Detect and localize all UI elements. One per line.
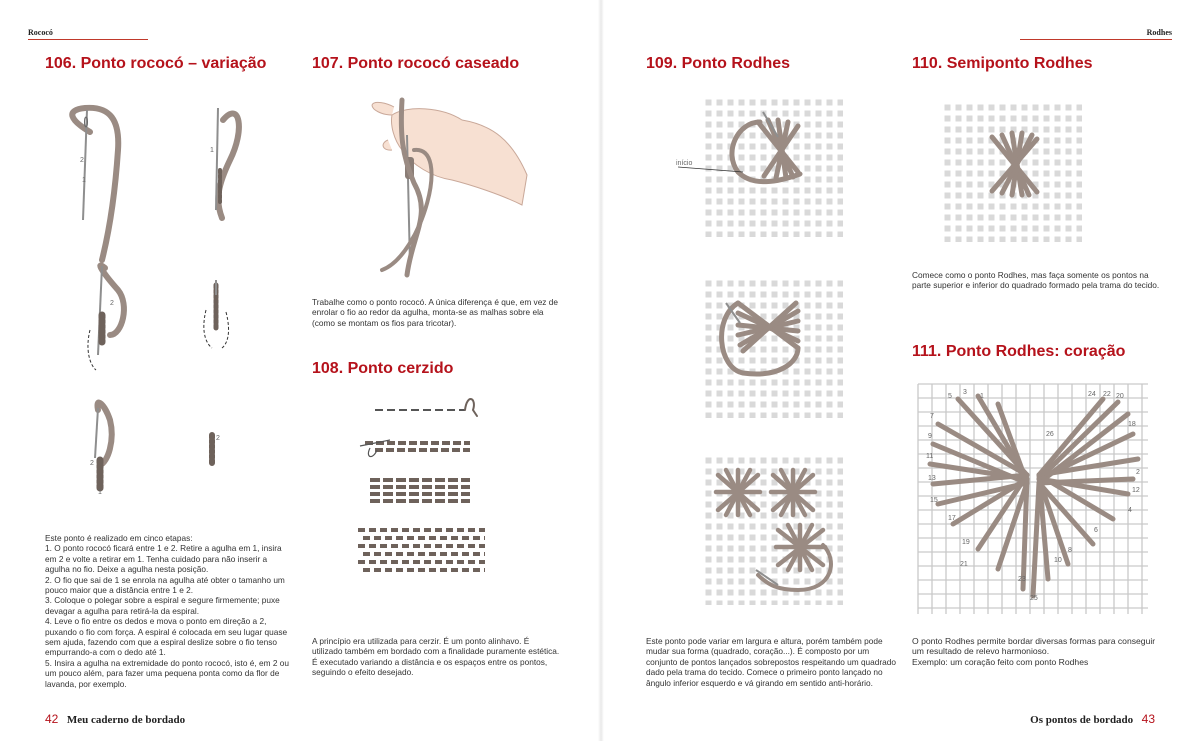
rodhes-cluster-1 — [716, 470, 760, 515]
heart-number-label: 2 — [1136, 469, 1140, 476]
book-title: Meu caderno de bordado — [66, 714, 186, 726]
title-111: 111. Ponto Rodhes: coração — [912, 343, 1126, 360]
text-110: Comece como o ponto Rodhes, mas faça somente os pontos na parte superior e inferior do quadrado formado pela trama do tecido. — [912, 270, 1160, 291]
semi-rodhes-grid — [937, 97, 1087, 247]
running-head-left-rule — [28, 39, 148, 40]
label-2d: 2 — [216, 435, 220, 442]
heart-number-label: 17 — [948, 515, 956, 522]
text-107: Trabalhe como o ponto rococó. A única diferença é que, em vez de enrolar o fio ao redor da agulha, monta-se as malhas sobre ela (como se montam os fios para tricotar). — [312, 297, 558, 328]
darning-row-2 — [360, 440, 470, 457]
text-111-p1: O ponto Rodhes permite bordar diversas formas para conseguir um resultado de relevo harmonioso. — [912, 636, 1156, 657]
title-110: 110. Semiponto Rodhes — [912, 55, 1093, 72]
rodhes-grid-1 — [676, 92, 848, 242]
heart-number-label: 21 — [960, 561, 968, 568]
running-head-right: Rodhes — [1146, 28, 1172, 37]
text-106-p5: 4. Leve o fio entre os dedos e mova o ponto em direção a 2, puxando o fio com força. A espiral é colocada em seu lugar quase sem ajuda, fazendo com que a espiral deslize sobre o fio tenso empurrando-a com o dedo até 1. — [45, 616, 288, 658]
heart-number-label: 15 — [930, 497, 938, 504]
text-108-p1: A princípio era utilizada para cerzir. É um ponto alinhavo. É utilizado também em bordado com a finalidade puramente estética. — [312, 636, 560, 657]
footer-right — [1030, 710, 1155, 728]
label-2: 2 — [80, 157, 84, 164]
rodhes-cluster-2 — [771, 470, 815, 515]
title-108: 108. Ponto cerzido — [312, 360, 454, 377]
heart-number-label: 11 — [926, 453, 934, 460]
heart-number-label: 5 — [948, 393, 952, 400]
title-106: 106. Ponto rococó – variação — [45, 55, 267, 72]
footer-left — [45, 710, 185, 728]
label-1b: 1 — [210, 147, 214, 154]
yarn-step3 — [97, 403, 111, 465]
page-number-right: 43 — [1141, 712, 1155, 726]
text-106-p2: 1. O ponto rococó ficará entre 1 e 2. Retire a agulha em 1, insira em 2 e volte a retirar em 1. Tenha cuidado para não inserir a agulha no fio. Deixe a agulha nesta posição. — [45, 543, 282, 575]
finger-top — [372, 102, 394, 115]
heart-number-label: 13 — [928, 475, 936, 482]
start-label: início — [676, 160, 693, 167]
page-gutter — [598, 0, 604, 741]
page-number-left: 42 — [45, 712, 59, 726]
rodhes-heart-grid — [918, 384, 1148, 614]
heart-number-label: 7 — [930, 413, 934, 420]
heart-number-label: 20 — [1116, 393, 1124, 400]
label-1c: 1 — [98, 489, 102, 496]
hand-needle-illustration — [352, 95, 532, 285]
text-106-p4: 3. Coloque o polegar sobre a espiral e segure firmemente; puxe devagar a agulha para retirá-la da espiral. — [45, 595, 280, 616]
heart-number-label: 12 — [1132, 487, 1140, 494]
text-108-p2: É executado variando a distância e os espaços entre os pontos, seguindo o efeito desejado. — [312, 656, 548, 678]
label-2c: 2 — [90, 460, 94, 467]
heart-number-label: 4 — [1128, 507, 1132, 514]
text-108 — [312, 636, 560, 678]
rodhes-grid-2 — [698, 273, 848, 423]
darning-row-1 — [375, 399, 477, 416]
label-1: 1 — [82, 177, 86, 184]
heart-number-label: 18 — [1128, 421, 1136, 428]
text-111-p2: Exemplo: um coração feito com ponto Rodhes — [912, 656, 1089, 667]
title-109: 109. Ponto Rodhes — [646, 55, 791, 72]
running-head-left: Rococó — [28, 28, 53, 37]
dashed-guide-step2 — [88, 330, 96, 370]
heart-ray — [1033, 483, 1039, 596]
rodhes-grid-3 — [698, 450, 848, 610]
finger-thumb — [383, 140, 392, 150]
heart-number-label: 23 — [1018, 576, 1026, 583]
running-head-right-rule — [1020, 39, 1172, 40]
heart-number-label: 26 — [1046, 431, 1054, 438]
title-107: 107. Ponto rococó caseado — [312, 55, 520, 72]
heart-number-label: 6 — [1094, 527, 1098, 534]
hand-shape — [391, 109, 527, 205]
text-106-p3: 2. O fio que sai de 1 se enrola na agulha até obter o tamanho um pouco maior que a distância entre 1 e 2. — [45, 574, 285, 596]
heart-number-label: 1 — [980, 393, 984, 400]
label-2b: 2 — [110, 300, 114, 307]
text-106 — [45, 533, 290, 689]
yarn-step1 — [72, 108, 118, 260]
text-106-p1: Este ponto é realizado em cinco etapas: — [45, 533, 193, 543]
chapter-title: Os pontos de bordado — [1030, 714, 1134, 726]
darning-row-3 — [370, 480, 470, 501]
text-109: Este ponto pode variar em largura e altura, porém também pode mudar sua forma (quadrado, coração...). É composto por um conjunto de pontos lançados sobrepostos respeitando um quadrado dado pela trama do tecido. Comece o primeiro ponto lançado no ângulo inferior esquerdo e vá girando em sentido anti-horário. — [646, 636, 897, 688]
heart-number-label: 9 — [928, 433, 932, 440]
text-111 — [912, 636, 1162, 667]
heart-number-label: 24 — [1088, 391, 1096, 398]
heart-number-label: 22 — [1103, 391, 1111, 398]
rococo-variation-illustrations — [40, 90, 300, 510]
heart-number-label: 10 — [1054, 557, 1062, 564]
heart-number-label: 25 — [1030, 595, 1038, 602]
needle-step3 — [95, 408, 98, 458]
heart-number-label: 19 — [962, 539, 970, 546]
heart-number-label: 3 — [963, 389, 967, 396]
darning-illustration — [355, 388, 515, 578]
text-106-p6: 5. Insira a agulha na extremidade do ponto rococó, isto é, em 2 ou um pouco além, para fazer uma pequena ponta como da flor de lavanda, por exemplo. — [45, 657, 289, 689]
heart-number-label: 8 — [1068, 547, 1072, 554]
rodhes-cluster-3 — [776, 525, 825, 570]
darning-row-4 — [358, 530, 485, 570]
